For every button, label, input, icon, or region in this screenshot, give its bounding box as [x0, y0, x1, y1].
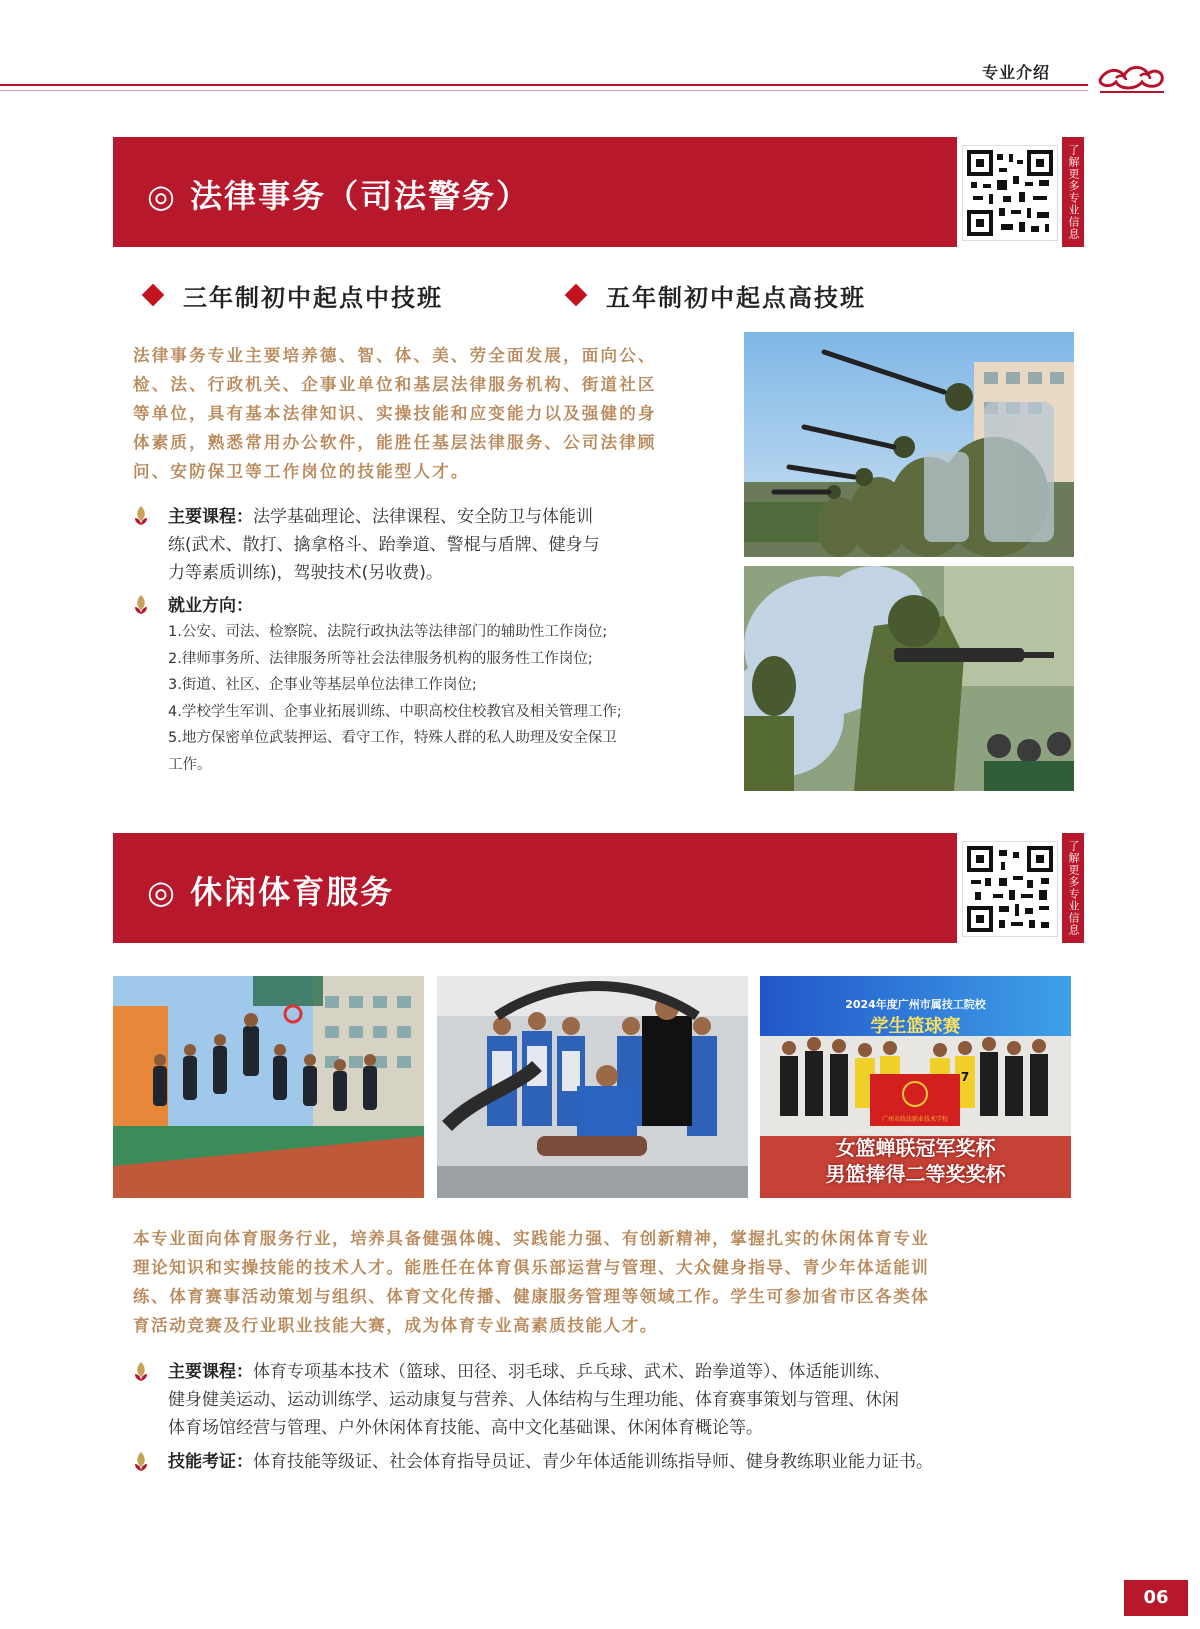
list-item: 2.律师事务所、法律服务所等社会法律服务机构的服务性工作岗位;: [168, 650, 593, 667]
intro-line: 等单位，具有基本法律知识、实操技能和应变能力以及强健的身: [133, 404, 657, 423]
leaf-bullet-icon: [133, 594, 149, 616]
courses-line: 健身健美运动、运动训练学、运动康复与营养、人体结构与生理功能、体育赛事策划与管理、休闲: [168, 1390, 899, 1410]
section-title: ◎ 法律事务（司法警务）: [147, 177, 531, 215]
qr-code[interactable]: [962, 145, 1058, 241]
photo-flag-text: 广州市政法职业技术学校: [881, 1116, 948, 1123]
employment-label: [168, 592, 253, 620]
employment-label-text: 就业方向：: [168, 596, 253, 616]
courses-line: 体育场馆经营与管理、户外休闲体育技能、高中文化基础课、休闲体育概论等。: [168, 1418, 763, 1438]
photo-basketball-jump: [113, 976, 424, 1198]
auspicious-cloud-icon: [1096, 58, 1168, 98]
courses-line: 体育专项基本技术（篮球、田径、羽毛球、乒乓球、武术、跆拳道等）、体适能训练、: [253, 1362, 891, 1382]
intro-line: 检、法、行政机关、企事业单位和基层法律服务机构、街道社区: [133, 375, 657, 394]
leaf-bullet-icon: [133, 505, 149, 527]
cert-text: 体育技能等级证、社会体育指导员证、青少年体适能训练指导师、健身教练职业能力证书。: [253, 1452, 933, 1472]
intro-line: 理论知识和实操技能的技术人才。能胜任在体育俱乐部运营与管理、大众健身指导、青少年体适能训: [133, 1258, 930, 1277]
photo-tactical-drill: [744, 566, 1074, 791]
sports-certification: [168, 1448, 1088, 1476]
qr-caption: 了解更多专业信息: [1062, 833, 1084, 943]
list-item: 3.街道、社区、企事业等基层单位法律工作岗位;: [168, 677, 477, 693]
section-banner-law: [113, 137, 957, 247]
qr-code-icon: [963, 146, 1057, 240]
law-intro: [133, 341, 723, 486]
photo-baton-training: [744, 332, 1074, 557]
list-item: 5.地方保密单位武装押运、看守工作，特殊人群的私人助理及安全保卫: [168, 730, 617, 746]
intro-line: 体素质，熟悉常用办公软件，能胜任基层法律服务、公司法律顾: [133, 433, 657, 452]
list-item: 4.学校学生军训、企事业拓展训练、中职高校住校教官及相关管理工作;: [168, 703, 622, 720]
intro-line: 育活动竞赛及行业职业技能大赛，成为体育专业高素质技能人才。: [133, 1316, 658, 1335]
courses-line: 力等素质训练)，驾驶技术(另收费)。: [168, 563, 443, 583]
photo-caption-2: 男篮捧得二等奖奖杯: [825, 1162, 1006, 1186]
photo-banner-text-2: 学生篮球赛: [870, 1016, 961, 1037]
photo-caption-1: 女篮蝉联冠军奖杯: [835, 1136, 996, 1160]
photo-basketball-trophies: [760, 976, 1071, 1198]
diamond-bullet-icon: [142, 284, 165, 307]
intro-line: 问、安防保卫等工作岗位的技能型人才。: [133, 462, 470, 481]
cert-label: 技能考证：: [168, 1452, 253, 1472]
photo-jersey-number: 7: [960, 1070, 970, 1084]
sports-courses: [168, 1358, 1088, 1442]
intro-line: 练、体育赛事活动策划与组织、体育文化传播、健康服务管理等领域工作。学生可参加省市区各类体: [133, 1287, 930, 1306]
employment-list: [168, 619, 728, 778]
section-banner-sports: [113, 833, 957, 943]
law-courses: [168, 503, 728, 587]
list-item: 工作。: [168, 756, 212, 773]
leaf-bullet-icon: [133, 1361, 149, 1383]
qr-code[interactable]: [962, 841, 1058, 937]
photo-gym-training: [437, 976, 748, 1198]
diamond-bullet-icon: [565, 284, 588, 307]
header-rule: [0, 84, 1088, 86]
courses-label: 主要课程：: [168, 507, 253, 527]
qr-code-icon: [963, 842, 1057, 936]
section-tag: 专业介绍: [981, 63, 1050, 82]
header-rule-thin: [0, 90, 1088, 91]
qr-caption: 了解更多专业信息: [1062, 137, 1084, 247]
courses-line: 练(武术、散打、擒拿格斗、跆拳道、警棍与盾牌、健身与: [168, 535, 600, 555]
class-heading-5yr: [568, 278, 866, 313]
courses-line: 法学基础理论、法律课程、安全防卫与体能训: [253, 507, 593, 527]
class-heading-text: 三年制初中起点中技班: [183, 284, 443, 312]
section-title: ◎ 休闲体育服务: [147, 873, 395, 911]
page-number: 06: [1124, 1580, 1188, 1616]
leaf-bullet-icon: [133, 1451, 149, 1473]
class-heading-text: 五年制初中起点高技班: [606, 284, 866, 312]
intro-line: 本专业面向体育服务行业，培养具备健强体魄、实践能力强、有创新精神，掌握扎实的休闲体育专业: [133, 1229, 930, 1248]
class-heading-3yr: [145, 278, 443, 313]
sports-intro: [133, 1224, 1073, 1340]
courses-label: 主要课程：: [168, 1362, 253, 1382]
list-item: 1.公安、司法、检察院、法院行政执法等法律部门的辅助性工作岗位;: [168, 624, 608, 640]
photo-banner-text: 2024年度广州市属技工院校: [845, 998, 986, 1011]
intro-line: 法律事务专业主要培养德、智、体、美、劳全面发展，面向公、: [133, 346, 657, 365]
